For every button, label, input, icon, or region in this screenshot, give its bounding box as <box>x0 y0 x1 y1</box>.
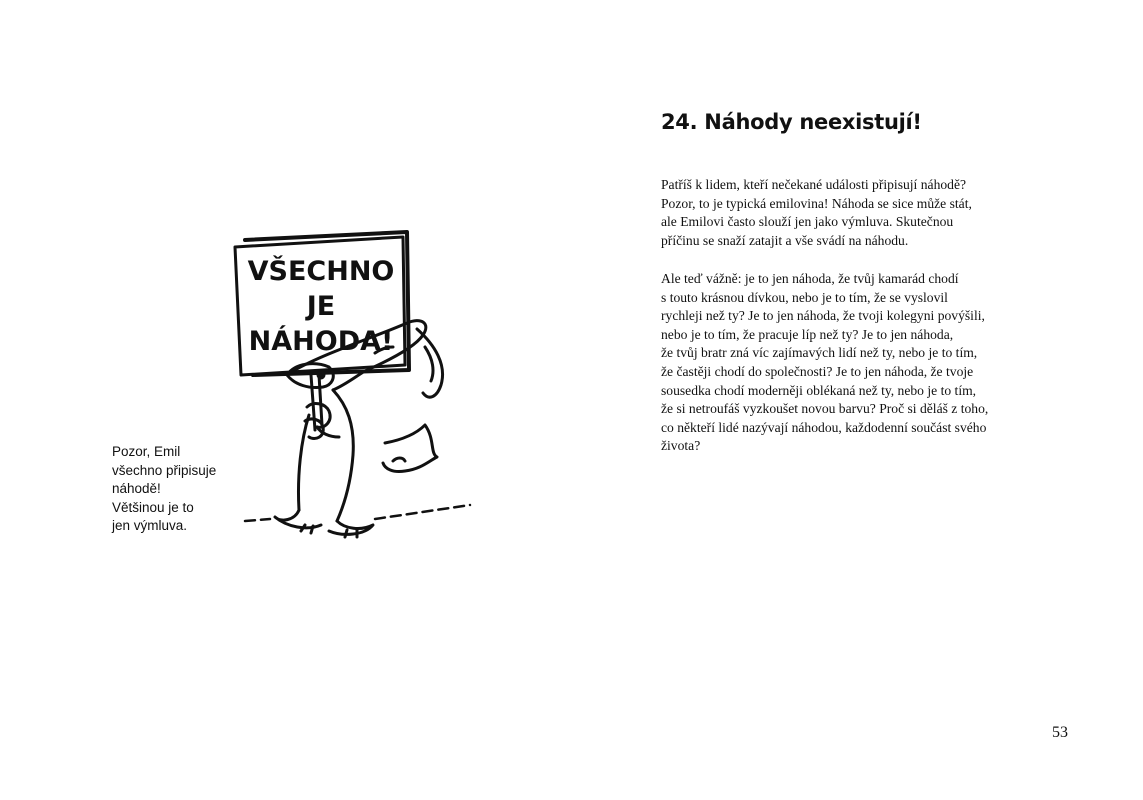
illustration-caption <box>112 443 242 536</box>
sign-text-line-1: VŠECHNO <box>247 256 395 287</box>
text-line: Ale teď vážně: je to jen náhoda, že tvůj kamarád chodí <box>661 271 959 286</box>
text-line: sousedka chodí moderněji oblékaná než ty, nebo je to tím, <box>661 382 977 398</box>
chapter-title: 24. Náhody neexistují! <box>661 110 922 134</box>
text-line: nebo je to tím, že pracuje líp než ty? Je to jen náhoda, <box>661 326 954 342</box>
page-number: 53 <box>1052 724 1068 741</box>
caption-line: Většinou je to <box>112 499 194 515</box>
text-line: života? <box>661 438 701 454</box>
paragraph-2 <box>661 270 988 456</box>
text-line: že častěji chodí do společnosti? Je to jen náhoda, že tvoje <box>661 363 974 379</box>
sign-text-line-2: JE <box>306 291 336 322</box>
text-line: Pozor, to je typická emilovina! Náhoda se sice může stát, <box>661 195 972 211</box>
text-line: ale Emilovi často slouží jen jako výmluva. Skutečnou <box>661 214 954 230</box>
caption-line: náhodě! <box>112 481 161 496</box>
sign-text-line-3: NÁHODA! <box>248 326 394 357</box>
text-line: Patříš k lidem, kteří nečekané události připisují náhodě? <box>661 177 967 192</box>
crocodile-with-sign-illustration <box>225 225 480 545</box>
text-line: že tvůj bratr zná víc zajímavých lidí než ty, nebo je to tím, <box>661 345 978 361</box>
caption-line: jen výmluva. <box>112 518 188 533</box>
text-line: příčinu se snaží zatajit a vše svádí na náhodu. <box>661 232 909 248</box>
text-line: že si netroufáš vyzkoušet novou barvu? Proč si děláš z toho, <box>661 401 989 417</box>
text-line: co někteří lidé nazývají náhodou, každodenní součást svého <box>661 419 987 435</box>
paragraph-1 <box>661 176 972 250</box>
caption-line: Pozor, Emil <box>112 444 181 459</box>
caption-line: všechno připisuje <box>112 462 217 478</box>
text-line: rychleji než ty? Je to jen náhoda, že tvoji kolegyni povýšili, <box>661 308 985 324</box>
text-line: s touto krásnou dívkou, nebo je to tím, že se vyslovil <box>661 289 948 305</box>
